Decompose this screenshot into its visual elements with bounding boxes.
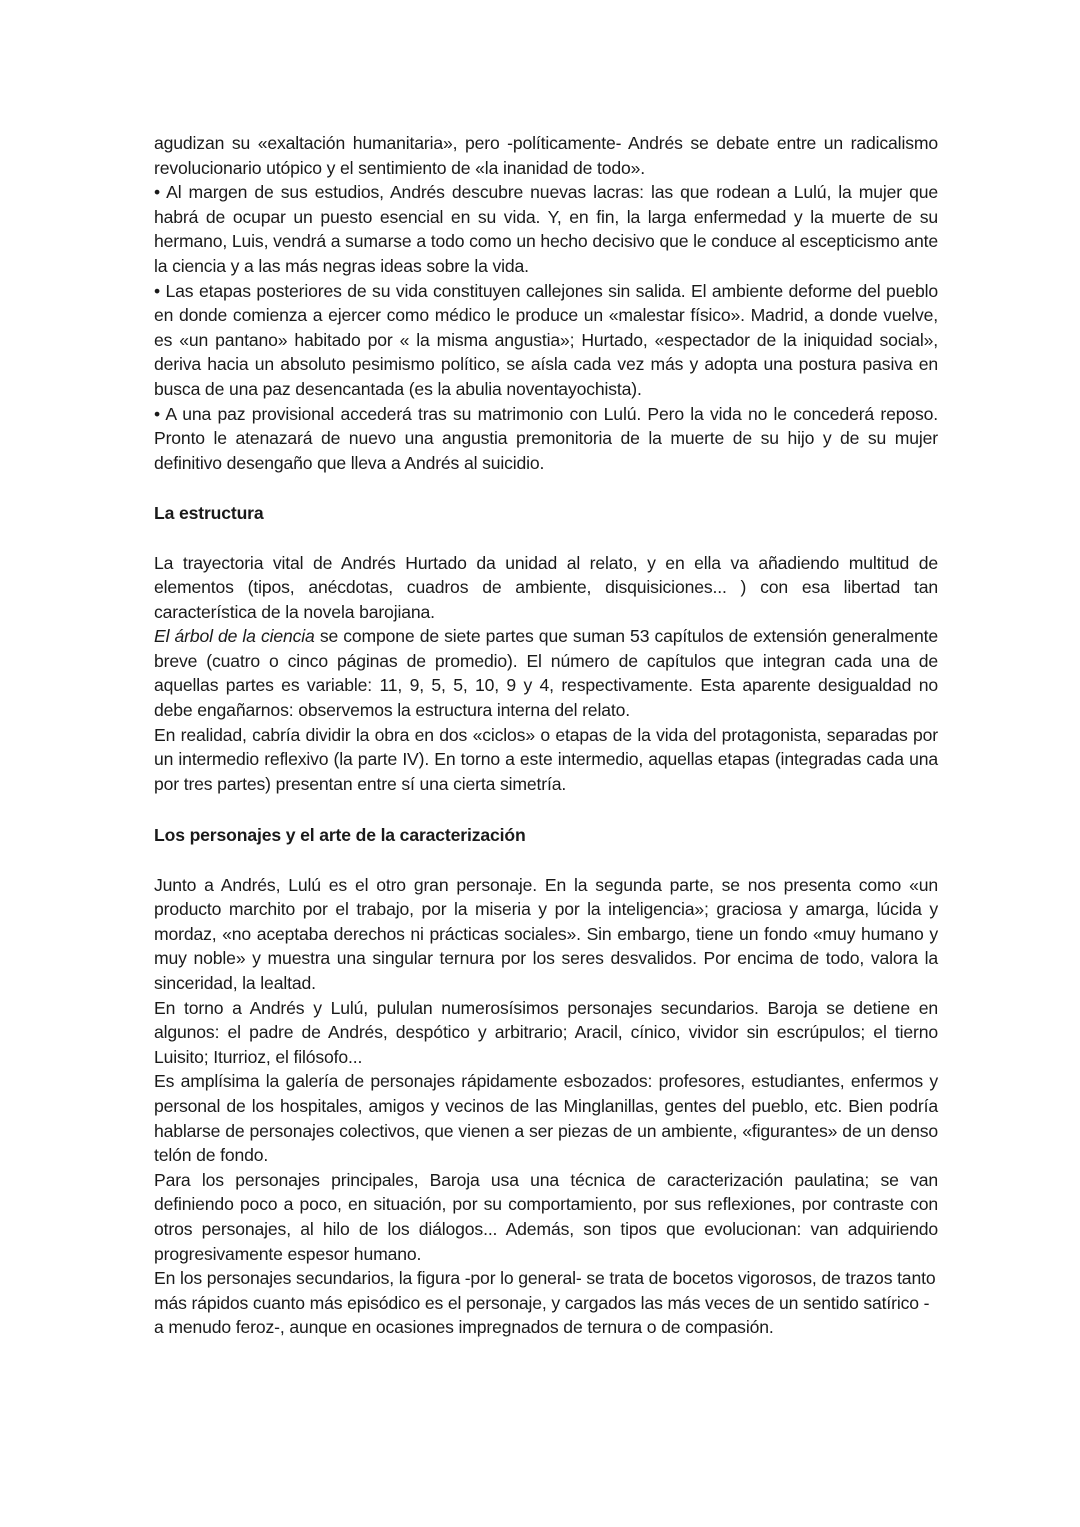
paragraph: En torno a Andrés y Lulú, pululan numerosísimos personajes secundarios. Baroja se detiene en algunos: el padre de Andrés, despótico y arbitrario; Aracil, cínico, vividor sin escrúpulos; el tierno Luisito; Iturrioz, el filósofo... xyxy=(154,997,938,1067)
paragraph: En realidad, cabría dividir la obra en dos «ciclos» o etapas de la vida del protagonista, separadas por un intermedio reflexivo (la parte IV). En torno a este intermedio, aquellas etapas (integradas cada una por tres partes) presentan entre sí una cierta simetría. xyxy=(154,724,938,794)
document-page xyxy=(154,131,938,1340)
paragraph: En los personajes secundarios, la figura -por lo general- se trata de bocetos vigorosos, de trazos tanto más rápidos cuanto más episódico es el personaje, y cargados las más veces de un sentido satírico -a menudo feroz-, aunque en ocasiones impregnados de ternura o de compasión. xyxy=(154,1268,936,1338)
book-title: El árbol de la ciencia xyxy=(154,626,315,647)
paragraph: La trayectoria vital de Andrés Hurtado da unidad al relato, y en ella va añadiendo multitud de elementos (tipos, anécdotas, cuadros de ambiente, disquisiciones... ) con esa libertad tan característica de la novela barojiana. xyxy=(154,552,938,622)
paragraph-text: se compone de siete partes que suman 53 capítulos de extensión generalmente breve (cuatro o cinco páginas de promedio). El número de capítulos que integran cada una de aquellas partes es variable: 11, 9, 5, 5, 10, 9 y 4, respectivamente. Esta aparente desigualdad no debe engañarnos: observemos la estructura interna del relato. xyxy=(154,626,938,721)
paragraph: Junto a Andrés, Lulú es el otro gran personaje. En la segunda parte, se nos presenta como «un producto marchito por el trabajo, por la miseria y por la inteligencia»; graciosa y amarga, lúcida y mordaz, «no aceptaba derechos ni prácticas sociales». Sin embargo, tiene un fondo «muy humano y muy noble» y muestra una singular ternura por los seres desvalidos. Por encima de todo, valora la sinceridad, la lealtad. xyxy=(154,874,938,993)
section-heading-estructura: La estructura xyxy=(154,503,264,524)
section-heading-personajes: Los personajes y el arte de la caracterización xyxy=(154,825,526,846)
paragraph: Es amplísima la galería de personajes rápidamente esbozados: profesores, estudiantes, enfermos y personal de los hospitales, amigos y vecinos de las Minglanillas, gentes del pueblo, etc. Bien podría hablarse de personajes colectivos, que vienen a ser piezas de un ambiente, «figurantes» de un denso telón de fondo. xyxy=(154,1071,938,1166)
bullet-paragraph: • Las etapas posteriores de su vida constituyen callejones sin salida. El ambiente deforme del pueblo en donde comienza a ejercer como médico le produce un «malestar físico». Madrid, a donde vuelve, es «un pantano» habitado por « la misma angustia»; Hurtado, «espectador de la iniquidad social», deriva hacia un absoluto pesimismo político, se aísla cada vez más y adopta una postura pasiva en busca de una paz desencantada (es la abulia noventayochista). xyxy=(154,280,938,399)
bullet-paragraph: • Al margen de sus estudios, Andrés descubre nuevas lacras: las que rodean a Lulú, la mujer que habrá de ocupar un puesto esencial en su vida. Y, en fin, la larga enfermedad y la muerte de su hermano, Luis, vendrá a sumarse a todo como un hecho decisivo que le conduce al escepticismo ante la ciencia y a las más negras ideas sobre la vida. xyxy=(154,182,938,276)
bullet-paragraph: • A una paz provisional accederá tras su matrimonio con Lulú. Pero la vida no le concederá reposo. Pronto le atenazará de nuevo una angustia premonitoria de la muerte de su hijo y de su mujer definitivo desengaño que lleva a Andrés al suicidio. xyxy=(154,403,938,473)
paragraph: agudizan su «exaltación humanitaria», pero -políticamente- Andrés se debate entre un radicalismo revolucionario utópico y el sentimiento de «la inanidad de todo». xyxy=(154,133,938,178)
paragraph xyxy=(154,624,938,722)
paragraph: Para los personajes principales, Baroja usa una técnica de caracterización paulatina; se van definiendo poco a poco, en situación, por su comportamiento, por sus reflexiones, por contraste con otros personajes, al hilo de los diálogos... Además, son tipos que evolucionan: van adquiriendo progresivamente espesor humano. xyxy=(154,1169,938,1264)
